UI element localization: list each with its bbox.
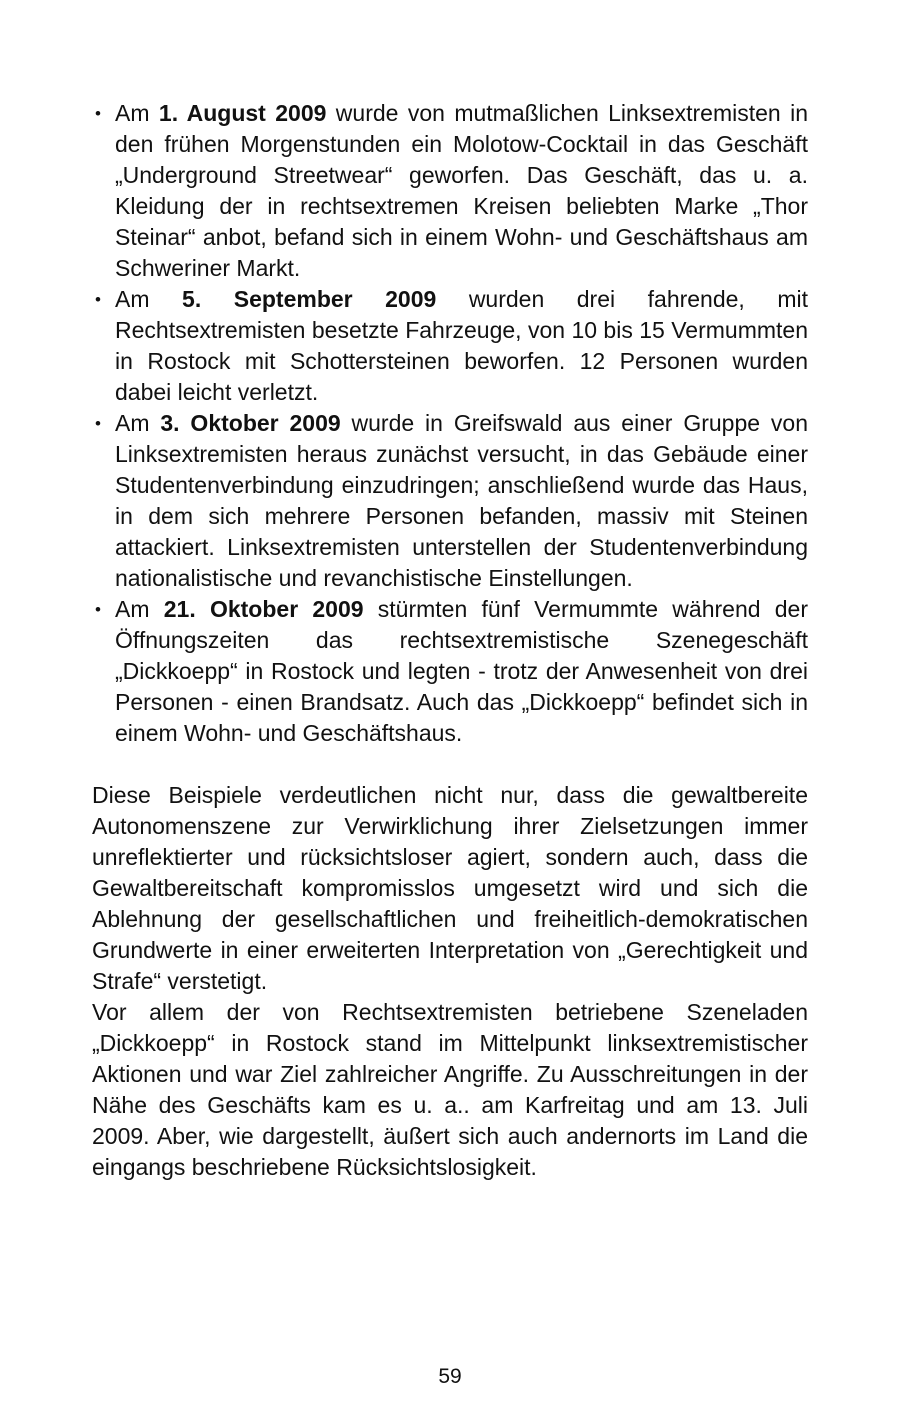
bullet-list [92, 98, 808, 749]
bullet-body: wurde von mutmaßlichen Linksextremisten in den frühen Morgenstunden ein Molotow-Cocktail in das Geschäft „Underground Streetwear“ geworfen. Das Geschäft, das u. a. Kleidung der in rechtsextremen Kreisen beliebten Marke „Thor Steinar“ anbot, befand sich in einem Wohn- und Geschäftshaus am Schweriner Markt. [115, 100, 809, 281]
bullet-prefix: Am [115, 596, 164, 622]
bullet-date: 21. Oktober 2009 [163, 596, 364, 622]
bullet-date: 5. September 2009 [182, 286, 437, 312]
bullet-icon: • [95, 104, 101, 123]
bullet-icon: • [95, 290, 101, 309]
bullet-body: wurden drei fahrende, mit Rechtsextremisten besetzte Fahrzeuge, von 10 bis 15 Vermummten in Rostock mit Schottersteinen beworfen. 12 Personen wurden dabei leicht verletzt. [115, 286, 809, 405]
page-content [92, 98, 808, 1183]
bullet-icon: • [95, 600, 101, 619]
paragraph: Diese Beispiele verdeutlichen nicht nur, dass die gewaltbereite Autonomenszene zur Verwirklichung ihrer Zielsetzungen immer unreflektierter und rücksichtsloser agiert, sondern auch, dass die Gewaltbereitschaft kompromisslos umgesetzt wird und sich die Ablehnung der gesellschaftlichen und freiheitlich-demokratischen Grundwerte in einer erweiterten Interpretation von „Gerechtigkeit und Strafe“ verstetigt. [92, 782, 808, 994]
bullet-prefix: Am [115, 100, 159, 126]
list-item [92, 284, 808, 408]
bullet-date: 1. August 2009 [158, 100, 327, 126]
list-item [92, 98, 808, 284]
bullet-date: 3. Oktober 2009 [160, 410, 341, 436]
bullet-body: stürmten fünf Vermummte während der Öffnungszeiten das rechtsextremistische Szenegeschäft „Dickkoepp“ in Rostock und legten - trotz der Anwesenheit von drei Personen - einen Brandsatz. Auch das „Dickkoepp“ befindet sich in einem Wohn- und Geschäftshaus. [115, 596, 809, 746]
page-number: 59 [438, 1365, 462, 1388]
bullet-icon: • [95, 414, 101, 433]
bullet-item-text [115, 596, 808, 746]
list-item [92, 408, 808, 594]
bullet-prefix: Am [115, 286, 183, 312]
bullet-item-text [115, 410, 808, 591]
bullet-prefix: Am [115, 410, 161, 436]
bullet-item-text [115, 286, 808, 405]
bullet-body: wurde in Greifswald aus einer Gruppe von Linksextremisten heraus zunächst versucht, in das Gebäude einer Studentenverbindung einzudringen; anschließend wurde das Haus, in dem sich mehrere Personen befanden, massiv mit Steinen attackiert. Linksextremisten unterstellen der Studentenverbindung nationalistische und revanchistische Einstellungen. [115, 410, 808, 591]
bullet-item-text [115, 100, 808, 281]
paragraph: Vor allem der von Rechtsextremisten betriebene Szeneladen „Dickkoepp“ in Rostock stand im Mittelpunkt linksextremistischer Aktionen und war Ziel zahlreicher Angriffe. Zu Ausschreitungen in der Nähe des Geschäfts kam es u. a.. am Karfreitag und am 13. Juli 2009. Aber, wie dargestellt, äußert sich auch andernorts im Land die eingangs beschriebene Rücksichtslosigkeit. [92, 999, 808, 1180]
list-item [92, 594, 808, 749]
